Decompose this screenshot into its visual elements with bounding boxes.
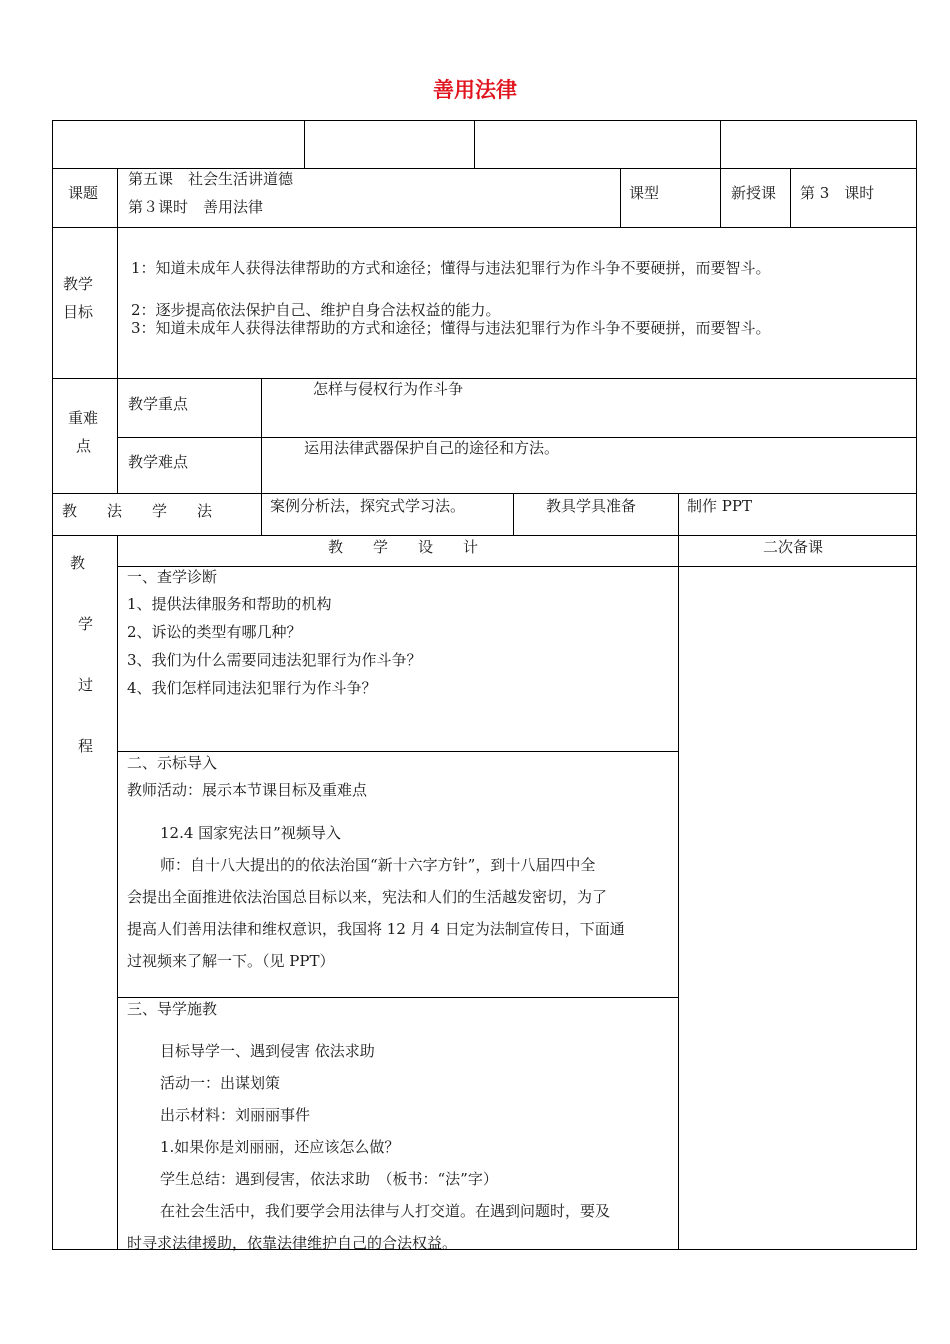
lesson-period: 第 3 课时 — [800, 184, 875, 202]
document-title: 善用法律 — [433, 78, 517, 102]
difficulty-label: 教学难点 — [128, 453, 189, 471]
section2-para-line-2: 会提出全面推进依法治国总目标以来，宪法和人们的生活越发密切，为了 — [127, 888, 608, 906]
design-header: 教 学 设 计 — [328, 538, 479, 556]
lesson-type-label: 课型 — [629, 184, 660, 202]
goal-item-2: 2：逐步提高依法保护自己、维护自身合法权益的能力。 — [131, 301, 501, 319]
tools-label: 教具学具准备 — [546, 497, 637, 515]
section3-line-6: 在社会生活中，我们要学会用法律与人打交道。在遇到问题时，要及 — [160, 1202, 611, 1220]
methods-label: 教 法 学 法 — [62, 502, 213, 520]
focus-label-2: 点 — [76, 437, 92, 455]
section1-item-3: 3、我们为什么需要同违法犯罪行为作斗争？ — [127, 651, 422, 669]
goal-item-1: 1：知道未成年人获得法律帮助的方式和途径；懂得与违法犯罪行为作斗争不要硬拼，而要智斗。 — [131, 259, 771, 277]
section1-heading: 一、查学诊断 — [127, 568, 218, 586]
section3-line-1: 目标导学一、遇到侵害 依法求助 — [160, 1042, 375, 1060]
lesson-title-line1: 第五课 社会生活讲道德 — [128, 170, 294, 188]
section2-heading: 二、示标导入 — [127, 754, 218, 772]
section1-item-4: 4、我们怎样同违法犯罪行为作斗争？ — [127, 679, 377, 697]
secondary-prep-header: 二次备课 — [763, 538, 824, 556]
tools-value: 制作 PPT — [687, 497, 752, 515]
section2-para-line-4: 过视频来了解一下。（见 PPT） — [127, 952, 335, 970]
process-label-char-3: 过 — [78, 676, 94, 694]
lesson-title-line2: 第３课时 善用法律 — [128, 198, 264, 216]
section3-line-4: 1.如果你是刘丽丽，还应该怎么做？ — [160, 1138, 400, 1156]
difficulty-value: 运用法律武器保护自己的途径和方法。 — [304, 439, 560, 457]
process-label-char-2: 学 — [78, 615, 94, 633]
lesson-label: 课题 — [68, 184, 99, 202]
section2-activity: 教师活动：展示本节课目标及重难点 — [127, 781, 368, 799]
goals-label-2: 目标 — [63, 303, 94, 321]
section3-line-2: 活动一：出谋划策 — [160, 1074, 281, 1092]
section2-para-line-3: 提高人们善用法律和维权意识，我国将 12 月 4 日定为法制宣传日，下面通 — [127, 920, 625, 938]
section2-video: 12.4 国家宪法日”视频导入 — [160, 824, 341, 842]
methods-value: 案例分析法，探究式学习法。 — [270, 497, 466, 515]
section3-line-5: 学生总结：遇到侵害，依法求助 （板书：“法”字） — [160, 1170, 498, 1188]
process-label-char-4: 程 — [78, 737, 94, 755]
section3-line-3: 出示材料：刘丽丽事件 — [160, 1106, 311, 1124]
key-point-label: 教学重点 — [128, 395, 189, 413]
section1-item-1: 1、提供法律服务和帮助的机构 — [127, 595, 332, 613]
goals-label-1: 教学 — [63, 275, 94, 293]
process-label-char-1: 教 — [70, 554, 86, 572]
section1-item-2: 2、诉讼的类型有哪几种？ — [127, 623, 302, 641]
focus-label-1: 重难 — [68, 409, 99, 427]
goal-item-3: 3：知道未成年人获得法律帮助的方式和途径；懂得与违法犯罪行为作斗争不要硬拼，而要智斗。 — [131, 319, 771, 337]
section3-last-line: 时寻求法律援助，依靠法律维护自己的合法权益。 — [127, 1234, 458, 1252]
section3-heading: 三、导学施教 — [127, 1000, 218, 1018]
key-point-value: 怎样与侵权行为作斗争 — [313, 380, 464, 398]
lesson-type-value: 新授课 — [731, 184, 777, 202]
section2-para-line-1: 师：自十八大提出的的依法治国“新十六字方针”，到十八届四中全 — [160, 856, 596, 874]
